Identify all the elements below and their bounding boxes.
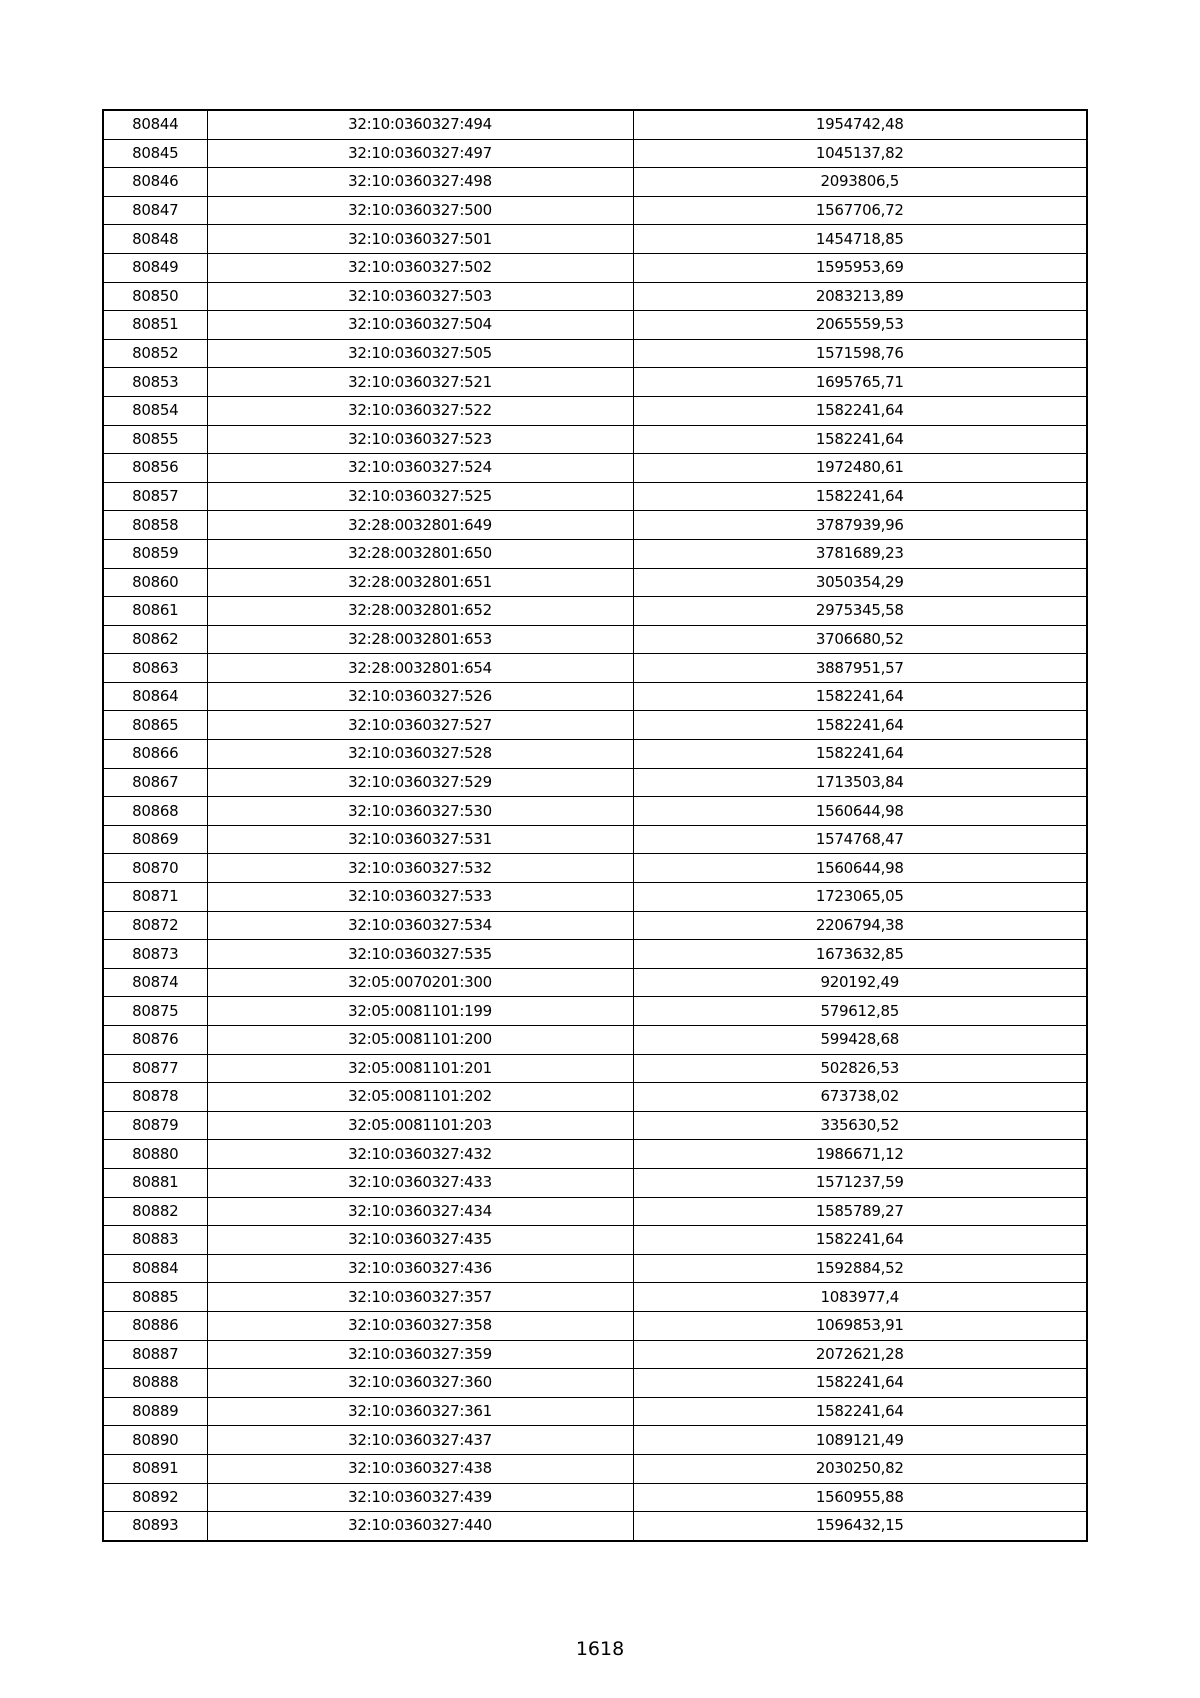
table-row bbox=[103, 396, 1087, 425]
row-number-cell: 80883 bbox=[103, 1226, 207, 1255]
value-cell: 1582241,64 bbox=[633, 425, 1087, 454]
cadastral-number-cell: 32:10:0360327:432 bbox=[207, 1140, 633, 1169]
cadastral-number-cell: 32:28:0032801:651 bbox=[207, 568, 633, 597]
row-number-cell: 80849 bbox=[103, 253, 207, 282]
cadastral-number-cell: 32:10:0360327:439 bbox=[207, 1483, 633, 1512]
table-row bbox=[103, 1140, 1087, 1169]
cadastral-number-cell: 32:10:0360327:360 bbox=[207, 1369, 633, 1398]
value-cell: 1596432,15 bbox=[633, 1512, 1087, 1541]
row-number-cell: 80877 bbox=[103, 1054, 207, 1083]
value-cell: 673738,02 bbox=[633, 1083, 1087, 1112]
value-cell: 1045137,82 bbox=[633, 139, 1087, 168]
table-row bbox=[103, 1083, 1087, 1112]
value-cell: 1560955,88 bbox=[633, 1483, 1087, 1512]
table-row bbox=[103, 940, 1087, 969]
cadastral-number-cell: 32:10:0360327:534 bbox=[207, 911, 633, 940]
table-row bbox=[103, 196, 1087, 225]
cadastral-number-cell: 32:10:0360327:359 bbox=[207, 1340, 633, 1369]
row-number-cell: 80858 bbox=[103, 511, 207, 540]
cadastral-number-cell: 32:10:0360327:531 bbox=[207, 825, 633, 854]
value-cell: 1582241,64 bbox=[633, 396, 1087, 425]
cadastral-number-cell: 32:10:0360327:523 bbox=[207, 425, 633, 454]
cadastral-number-cell: 32:05:0070201:300 bbox=[207, 968, 633, 997]
row-number-cell: 80862 bbox=[103, 625, 207, 654]
table-row bbox=[103, 1454, 1087, 1483]
table-row bbox=[103, 482, 1087, 511]
row-number-cell: 80887 bbox=[103, 1340, 207, 1369]
table-row bbox=[103, 825, 1087, 854]
row-number-cell: 80870 bbox=[103, 854, 207, 883]
value-cell: 3050354,29 bbox=[633, 568, 1087, 597]
row-number-cell: 80868 bbox=[103, 797, 207, 826]
row-number-cell: 80881 bbox=[103, 1168, 207, 1197]
value-cell: 1571237,59 bbox=[633, 1168, 1087, 1197]
row-number-cell: 80864 bbox=[103, 682, 207, 711]
cadastral-number-cell: 32:28:0032801:654 bbox=[207, 654, 633, 683]
value-cell: 1585789,27 bbox=[633, 1197, 1087, 1226]
table-row bbox=[103, 425, 1087, 454]
value-cell: 3706680,52 bbox=[633, 625, 1087, 654]
table-row bbox=[103, 1283, 1087, 1312]
value-cell: 1089121,49 bbox=[633, 1426, 1087, 1455]
row-number-cell: 80873 bbox=[103, 940, 207, 969]
row-number-cell: 80851 bbox=[103, 311, 207, 340]
table-row bbox=[103, 568, 1087, 597]
value-cell: 1560644,98 bbox=[633, 797, 1087, 826]
row-number-cell: 80846 bbox=[103, 168, 207, 197]
row-number-cell: 80863 bbox=[103, 654, 207, 683]
table-row bbox=[103, 711, 1087, 740]
cadastral-number-cell: 32:10:0360327:533 bbox=[207, 883, 633, 912]
value-cell: 1560644,98 bbox=[633, 854, 1087, 883]
table-row bbox=[103, 511, 1087, 540]
row-number-cell: 80859 bbox=[103, 539, 207, 568]
row-number-cell: 80886 bbox=[103, 1311, 207, 1340]
row-number-cell: 80871 bbox=[103, 883, 207, 912]
cadastral-number-cell: 32:05:0081101:201 bbox=[207, 1054, 633, 1083]
cadastral-number-cell: 32:05:0081101:199 bbox=[207, 997, 633, 1026]
cadastral-number-cell: 32:10:0360327:438 bbox=[207, 1454, 633, 1483]
value-cell: 1582241,64 bbox=[633, 1397, 1087, 1426]
table-row bbox=[103, 139, 1087, 168]
page-number: 1618 bbox=[575, 1638, 625, 1660]
value-cell: 2030250,82 bbox=[633, 1454, 1087, 1483]
table-row bbox=[103, 1483, 1087, 1512]
cadastral-number-cell: 32:10:0360327:500 bbox=[207, 196, 633, 225]
value-cell: 335630,52 bbox=[633, 1111, 1087, 1140]
value-cell: 1695765,71 bbox=[633, 368, 1087, 397]
cadastral-number-cell: 32:10:0360327:361 bbox=[207, 1397, 633, 1426]
row-number-cell: 80888 bbox=[103, 1369, 207, 1398]
table-row bbox=[103, 282, 1087, 311]
value-cell: 1595953,69 bbox=[633, 253, 1087, 282]
value-cell: 3887951,57 bbox=[633, 654, 1087, 683]
cadastral-number-cell: 32:10:0360327:357 bbox=[207, 1283, 633, 1312]
row-number-cell: 80850 bbox=[103, 282, 207, 311]
value-cell: 1582241,64 bbox=[633, 1369, 1087, 1398]
cadastral-number-cell: 32:10:0360327:530 bbox=[207, 797, 633, 826]
table-row bbox=[103, 1197, 1087, 1226]
table-row bbox=[103, 1340, 1087, 1369]
row-number-cell: 80853 bbox=[103, 368, 207, 397]
cadastral-number-cell: 32:10:0360327:525 bbox=[207, 482, 633, 511]
table-row bbox=[103, 1512, 1087, 1541]
cadastral-number-cell: 32:10:0360327:526 bbox=[207, 682, 633, 711]
cadastral-number-cell: 32:05:0081101:202 bbox=[207, 1083, 633, 1112]
cadastral-number-cell: 32:05:0081101:203 bbox=[207, 1111, 633, 1140]
table-row bbox=[103, 1054, 1087, 1083]
value-cell: 2975345,58 bbox=[633, 597, 1087, 626]
table-row bbox=[103, 854, 1087, 883]
row-number-cell: 80844 bbox=[103, 110, 207, 139]
row-number-cell: 80884 bbox=[103, 1254, 207, 1283]
cadastral-number-cell: 32:10:0360327:434 bbox=[207, 1197, 633, 1226]
table-row bbox=[103, 968, 1087, 997]
cadastral-number-cell: 32:10:0360327:433 bbox=[207, 1168, 633, 1197]
table-row bbox=[103, 1026, 1087, 1055]
table-row bbox=[103, 1426, 1087, 1455]
row-number-cell: 80872 bbox=[103, 911, 207, 940]
value-cell: 1571598,76 bbox=[633, 339, 1087, 368]
value-cell: 1083977,4 bbox=[633, 1283, 1087, 1312]
table-row bbox=[103, 1111, 1087, 1140]
cadastral-number-cell: 32:10:0360327:502 bbox=[207, 253, 633, 282]
cadastral-number-cell: 32:10:0360327:436 bbox=[207, 1254, 633, 1283]
value-cell: 1574768,47 bbox=[633, 825, 1087, 854]
value-cell: 920192,49 bbox=[633, 968, 1087, 997]
row-number-cell: 80847 bbox=[103, 196, 207, 225]
row-number-cell: 80865 bbox=[103, 711, 207, 740]
table-body bbox=[103, 110, 1087, 1541]
table-row bbox=[103, 1254, 1087, 1283]
table-row bbox=[103, 1311, 1087, 1340]
table-row bbox=[103, 911, 1087, 940]
value-cell: 1972480,61 bbox=[633, 454, 1087, 483]
table-row bbox=[103, 740, 1087, 769]
cadastral-number-cell: 32:10:0360327:435 bbox=[207, 1226, 633, 1255]
row-number-cell: 80890 bbox=[103, 1426, 207, 1455]
row-number-cell: 80876 bbox=[103, 1026, 207, 1055]
table-row bbox=[103, 368, 1087, 397]
value-cell: 2206794,38 bbox=[633, 911, 1087, 940]
row-number-cell: 80878 bbox=[103, 1083, 207, 1112]
row-number-cell: 80861 bbox=[103, 597, 207, 626]
table-row bbox=[103, 797, 1087, 826]
value-cell: 1567706,72 bbox=[633, 196, 1087, 225]
row-number-cell: 80845 bbox=[103, 139, 207, 168]
table-row bbox=[103, 597, 1087, 626]
cadastral-number-cell: 32:10:0360327:501 bbox=[207, 225, 633, 254]
value-cell: 1954742,48 bbox=[633, 110, 1087, 139]
value-cell: 2083213,89 bbox=[633, 282, 1087, 311]
value-cell: 2072621,28 bbox=[633, 1340, 1087, 1369]
table-row bbox=[103, 454, 1087, 483]
row-number-cell: 80879 bbox=[103, 1111, 207, 1140]
table-row bbox=[103, 110, 1087, 139]
row-number-cell: 80892 bbox=[103, 1483, 207, 1512]
cadastral-number-cell: 32:10:0360327:503 bbox=[207, 282, 633, 311]
table-row bbox=[103, 883, 1087, 912]
cadastral-table bbox=[102, 109, 1088, 1542]
table-row bbox=[103, 1369, 1087, 1398]
row-number-cell: 80857 bbox=[103, 482, 207, 511]
cadastral-number-cell: 32:10:0360327:497 bbox=[207, 139, 633, 168]
value-cell: 1582241,64 bbox=[633, 711, 1087, 740]
cadastral-number-cell: 32:10:0360327:504 bbox=[207, 311, 633, 340]
value-cell: 1986671,12 bbox=[633, 1140, 1087, 1169]
row-number-cell: 80866 bbox=[103, 740, 207, 769]
table-row bbox=[103, 625, 1087, 654]
row-number-cell: 80889 bbox=[103, 1397, 207, 1426]
row-number-cell: 80860 bbox=[103, 568, 207, 597]
cadastral-number-cell: 32:10:0360327:535 bbox=[207, 940, 633, 969]
value-cell: 1069853,91 bbox=[633, 1311, 1087, 1340]
row-number-cell: 80854 bbox=[103, 396, 207, 425]
table-row bbox=[103, 654, 1087, 683]
cadastral-number-cell: 32:10:0360327:532 bbox=[207, 854, 633, 883]
cadastral-number-cell: 32:10:0360327:521 bbox=[207, 368, 633, 397]
value-cell: 1582241,64 bbox=[633, 740, 1087, 769]
cadastral-number-cell: 32:10:0360327:528 bbox=[207, 740, 633, 769]
value-cell: 599428,68 bbox=[633, 1026, 1087, 1055]
table-row bbox=[103, 997, 1087, 1026]
table-row bbox=[103, 253, 1087, 282]
cadastral-number-cell: 32:28:0032801:650 bbox=[207, 539, 633, 568]
row-number-cell: 80852 bbox=[103, 339, 207, 368]
cadastral-number-cell: 32:10:0360327:358 bbox=[207, 1311, 633, 1340]
table-row bbox=[103, 1168, 1087, 1197]
value-cell: 1592884,52 bbox=[633, 1254, 1087, 1283]
row-number-cell: 80856 bbox=[103, 454, 207, 483]
cadastral-number-cell: 32:10:0360327:498 bbox=[207, 168, 633, 197]
table-row bbox=[103, 768, 1087, 797]
cadastral-number-cell: 32:10:0360327:494 bbox=[207, 110, 633, 139]
row-number-cell: 80867 bbox=[103, 768, 207, 797]
cadastral-number-cell: 32:10:0360327:505 bbox=[207, 339, 633, 368]
cadastral-number-cell: 32:10:0360327:437 bbox=[207, 1426, 633, 1455]
row-number-cell: 80869 bbox=[103, 825, 207, 854]
value-cell: 3787939,96 bbox=[633, 511, 1087, 540]
table-row bbox=[103, 682, 1087, 711]
row-number-cell: 80885 bbox=[103, 1283, 207, 1312]
table-row bbox=[103, 339, 1087, 368]
table-row bbox=[103, 225, 1087, 254]
value-cell: 1673632,85 bbox=[633, 940, 1087, 969]
row-number-cell: 80875 bbox=[103, 997, 207, 1026]
cadastral-number-cell: 32:10:0360327:440 bbox=[207, 1512, 633, 1541]
value-cell: 1723065,05 bbox=[633, 883, 1087, 912]
cadastral-number-cell: 32:10:0360327:529 bbox=[207, 768, 633, 797]
value-cell: 3781689,23 bbox=[633, 539, 1087, 568]
cadastral-number-cell: 32:28:0032801:649 bbox=[207, 511, 633, 540]
row-number-cell: 80880 bbox=[103, 1140, 207, 1169]
value-cell: 1713503,84 bbox=[633, 768, 1087, 797]
value-cell: 1454718,85 bbox=[633, 225, 1087, 254]
value-cell: 1582241,64 bbox=[633, 482, 1087, 511]
row-number-cell: 80855 bbox=[103, 425, 207, 454]
cadastral-number-cell: 32:28:0032801:653 bbox=[207, 625, 633, 654]
row-number-cell: 80874 bbox=[103, 968, 207, 997]
table-row bbox=[103, 539, 1087, 568]
value-cell: 2093806,5 bbox=[633, 168, 1087, 197]
cadastral-number-cell: 32:10:0360327:522 bbox=[207, 396, 633, 425]
cadastral-number-cell: 32:28:0032801:652 bbox=[207, 597, 633, 626]
value-cell: 579612,85 bbox=[633, 997, 1087, 1026]
cadastral-number-cell: 32:10:0360327:527 bbox=[207, 711, 633, 740]
row-number-cell: 80882 bbox=[103, 1197, 207, 1226]
table-row bbox=[103, 1397, 1087, 1426]
value-cell: 502826,53 bbox=[633, 1054, 1087, 1083]
row-number-cell: 80891 bbox=[103, 1454, 207, 1483]
row-number-cell: 80893 bbox=[103, 1512, 207, 1541]
value-cell: 2065559,53 bbox=[633, 311, 1087, 340]
table-row bbox=[103, 1226, 1087, 1255]
cadastral-number-cell: 32:10:0360327:524 bbox=[207, 454, 633, 483]
table-row bbox=[103, 168, 1087, 197]
row-number-cell: 80848 bbox=[103, 225, 207, 254]
table-row bbox=[103, 311, 1087, 340]
value-cell: 1582241,64 bbox=[633, 1226, 1087, 1255]
value-cell: 1582241,64 bbox=[633, 682, 1087, 711]
cadastral-number-cell: 32:05:0081101:200 bbox=[207, 1026, 633, 1055]
